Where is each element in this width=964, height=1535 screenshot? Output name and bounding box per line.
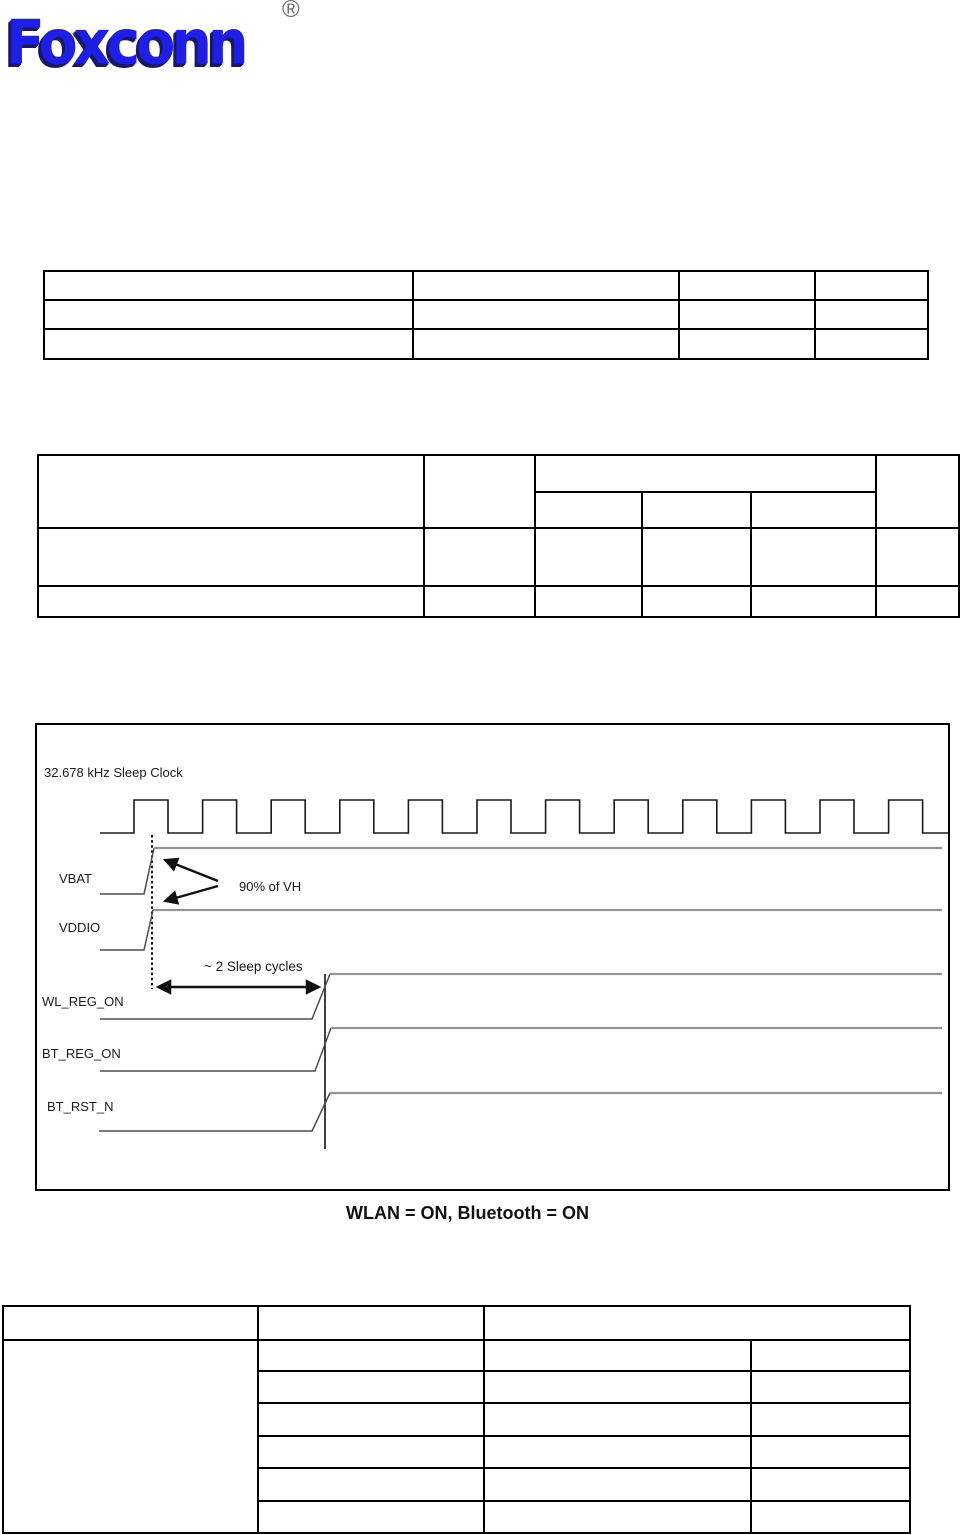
table-cell xyxy=(484,1501,751,1533)
vbat-label: VBAT xyxy=(59,871,92,886)
table-cell xyxy=(876,528,959,586)
table-cell xyxy=(642,492,751,528)
table-cell xyxy=(679,271,815,300)
table-cell xyxy=(484,1468,751,1501)
table-cell xyxy=(751,1501,910,1533)
table-cell xyxy=(424,586,535,617)
table-cell xyxy=(413,300,679,329)
table-cell xyxy=(484,1371,751,1403)
sleep-cycles-annotation: ~ 2 Sleep cycles xyxy=(204,959,303,974)
bt-rst-n-rise-waveform xyxy=(99,1093,330,1131)
table-cell xyxy=(413,329,679,359)
table-cell xyxy=(44,300,413,329)
table-cell xyxy=(44,271,413,300)
timing-diagram-canvas xyxy=(37,725,948,1189)
table-cell xyxy=(642,528,751,586)
table-cell xyxy=(258,1403,484,1436)
table-cell xyxy=(38,528,424,586)
middle-table xyxy=(37,454,960,618)
table-cell xyxy=(413,271,679,300)
table-cell xyxy=(258,1436,484,1468)
table-cell xyxy=(484,1403,751,1436)
wl-reg-on-rise-waveform xyxy=(100,974,330,1019)
table-cell xyxy=(484,1306,910,1340)
table-cell xyxy=(751,492,876,528)
registered-trademark-icon: ® xyxy=(282,0,300,23)
table-cell xyxy=(751,1403,910,1436)
vbat-rise-waveform xyxy=(100,848,154,894)
table-cell xyxy=(424,455,535,528)
table-cell xyxy=(535,586,642,617)
table-cell xyxy=(751,528,876,586)
table-cell xyxy=(3,1306,258,1340)
power-up-timing-diagram xyxy=(35,723,950,1191)
table-cell xyxy=(535,528,642,586)
sleep-clock-label: 32.678 kHz Sleep Clock xyxy=(44,765,183,780)
table-cell xyxy=(3,1340,258,1533)
table-cell xyxy=(258,1340,484,1371)
foxconn-logo xyxy=(6,0,300,82)
table-cell xyxy=(642,586,751,617)
foxconn-logo-text: Foxconn xyxy=(6,7,245,79)
table-cell xyxy=(679,300,815,329)
table-cell xyxy=(535,492,642,528)
table-cell xyxy=(38,586,424,617)
upper-table xyxy=(43,270,929,360)
table-cell xyxy=(484,1436,751,1468)
table-cell xyxy=(751,1371,910,1403)
table-cell xyxy=(815,271,928,300)
vddio-rise-waveform xyxy=(100,910,153,950)
table-cell xyxy=(258,1306,484,1340)
table-cell xyxy=(44,329,413,359)
wl-reg-on-label: WL_REG_ON xyxy=(42,994,124,1009)
bt-reg-on-label: BT_REG_ON xyxy=(42,1046,121,1061)
table-cell xyxy=(751,586,876,617)
table-cell xyxy=(751,1468,910,1501)
vh-arrow-lower xyxy=(165,886,218,901)
table-cell xyxy=(424,528,535,586)
vh-arrow-upper xyxy=(165,860,218,881)
table-cell xyxy=(484,1340,751,1371)
bt-rst-n-label: BT_RST_N xyxy=(47,1099,114,1114)
table-cell xyxy=(751,1340,910,1371)
vh-annotation: 90% of VH xyxy=(239,879,302,894)
table-cell xyxy=(38,455,424,528)
table-cell xyxy=(535,455,876,492)
bottom-table xyxy=(2,1305,911,1534)
table-cell xyxy=(679,329,815,359)
table-cell xyxy=(258,1501,484,1533)
table-cell xyxy=(258,1371,484,1403)
bt-reg-on-rise-waveform xyxy=(100,1028,331,1071)
sleep-clock-waveform xyxy=(100,800,948,833)
table-cell xyxy=(815,329,928,359)
table-cell xyxy=(815,300,928,329)
diagram-caption: WLAN = ON, Bluetooth = ON xyxy=(346,1203,589,1223)
table-cell xyxy=(876,586,959,617)
vddio-label: VDDIO xyxy=(59,920,101,935)
table-cell xyxy=(258,1468,484,1501)
table-cell xyxy=(876,455,959,528)
table-cell xyxy=(751,1436,910,1468)
